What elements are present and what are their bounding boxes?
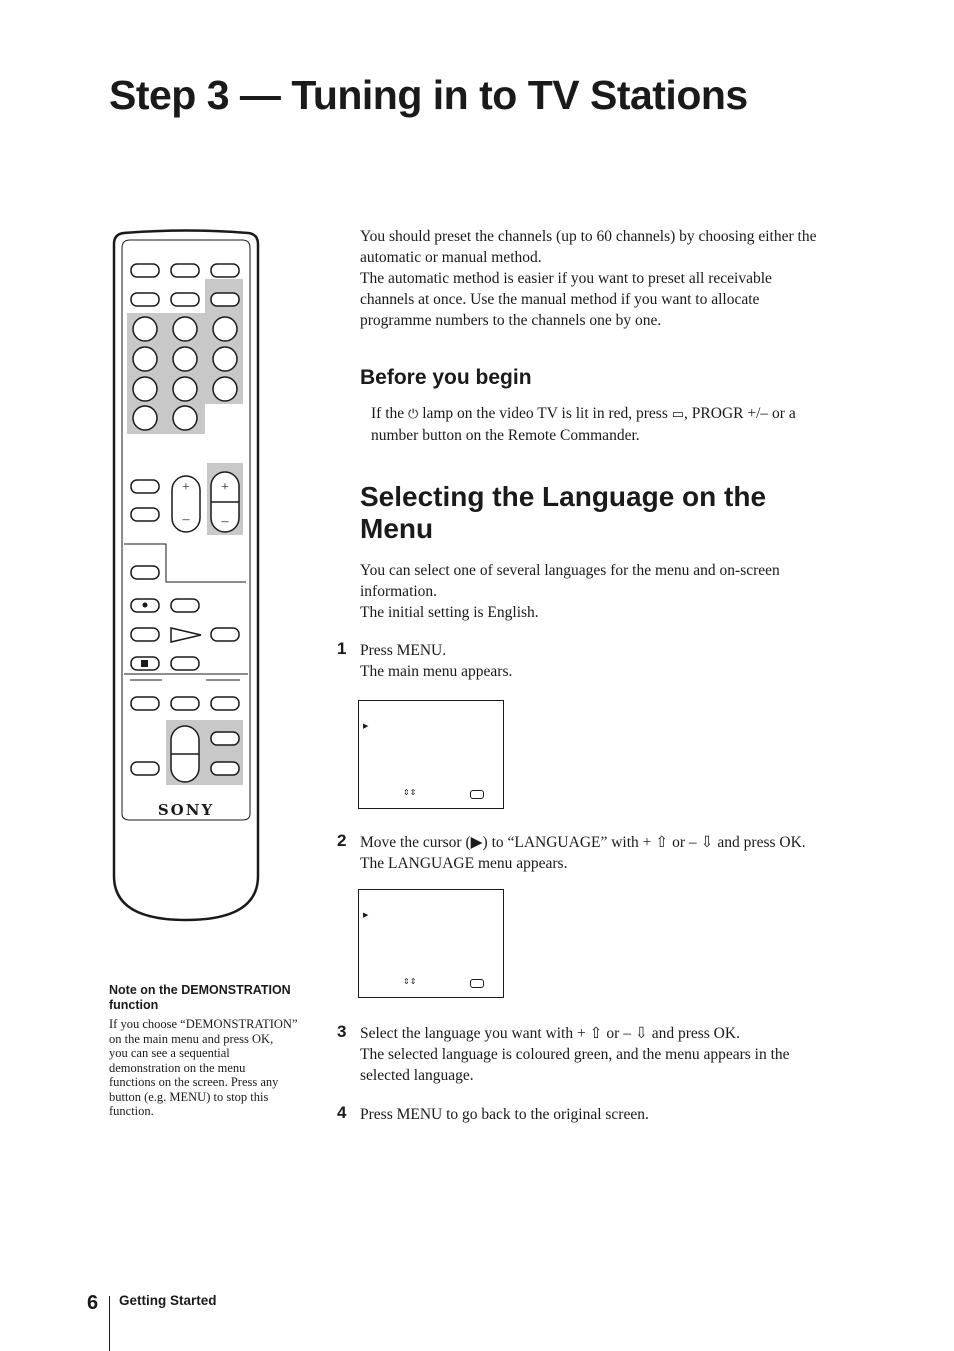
step-text: Press MENU. The main menu appears.: [360, 642, 513, 680]
tv-icon: ▭: [671, 407, 685, 422]
intro-paragraph: [360, 226, 900, 331]
intro-line: programme numbers to the channels one by one.: [360, 312, 662, 329]
svg-text:+: +: [182, 480, 190, 495]
intro-line: You should preset the channels (up to 60 channels) by choosing either the: [360, 228, 817, 245]
svg-text:–: –: [221, 514, 229, 529]
step-text: Move the cursor (▶) to “LANGUAGE” with + ⇧ or – ⇩ and press OK. The LANGUAGE menu appears.: [360, 834, 806, 872]
before-you-begin-text: If the ⏻ lamp on the video TV is lit in red, press ▭, PROGR +/– or a number button on the Remote Commander.: [371, 405, 796, 444]
footer-section-label: Getting Started: [119, 1293, 217, 1308]
power-icon: ⏻: [408, 407, 419, 422]
main-menu-screen: [358, 700, 504, 809]
intro-line: automatic or manual method.: [360, 249, 542, 266]
up-down-arrows-icon: ⇕⇕: [403, 977, 417, 986]
intro-line: channels at once. Use the manual method if you want to allocate: [360, 291, 760, 308]
step-text: Press MENU to go back to the original screen.: [360, 1106, 649, 1123]
language-intro: You can select one of several languages for the menu and on-screen information. The initial setting is English.: [360, 562, 780, 621]
footer-divider: [109, 1296, 110, 1351]
page-title: Step 3 — Tuning in to TV Stations: [109, 72, 748, 118]
before-you-begin-heading: Before you begin: [360, 366, 532, 389]
step-number: 2: [337, 831, 347, 850]
svg-text:–: –: [182, 512, 190, 527]
cursor-icon: ▶: [363, 722, 369, 730]
step-number: 4: [337, 1103, 347, 1122]
page-number: 6: [87, 1292, 99, 1314]
svg-text:+: +: [221, 480, 229, 495]
cursor-icon: ▶: [363, 911, 369, 919]
remote-brand-logo: SONY: [157, 801, 215, 819]
up-down-arrows-icon: ⇕⇕: [403, 788, 417, 797]
intro-line: The automatic method is easier if you want to preset all receivable: [360, 270, 772, 287]
step-number: 3: [337, 1022, 347, 1041]
ok-button-icon: [470, 979, 484, 988]
language-heading: Selecting the Language on the Menu: [360, 481, 767, 544]
step-text: Select the language you want with + ⇧ or – ⇩ and press OK. The selected language is coloured green, and the menu appears in the selected language.: [360, 1025, 790, 1084]
remote-control-illustration: [108, 228, 264, 924]
language-menu-screen: [358, 889, 504, 998]
demonstration-note: Note on the DEMONSTRATION function If you choose “DEMONSTRATION” on the main menu and press OK, you can see a sequential demonstration on the menu functions on the screen. Press any button (e.g. MENU) to stop this function.: [109, 983, 298, 1118]
step-number: 1: [337, 639, 347, 658]
ok-button-icon: [470, 790, 484, 799]
